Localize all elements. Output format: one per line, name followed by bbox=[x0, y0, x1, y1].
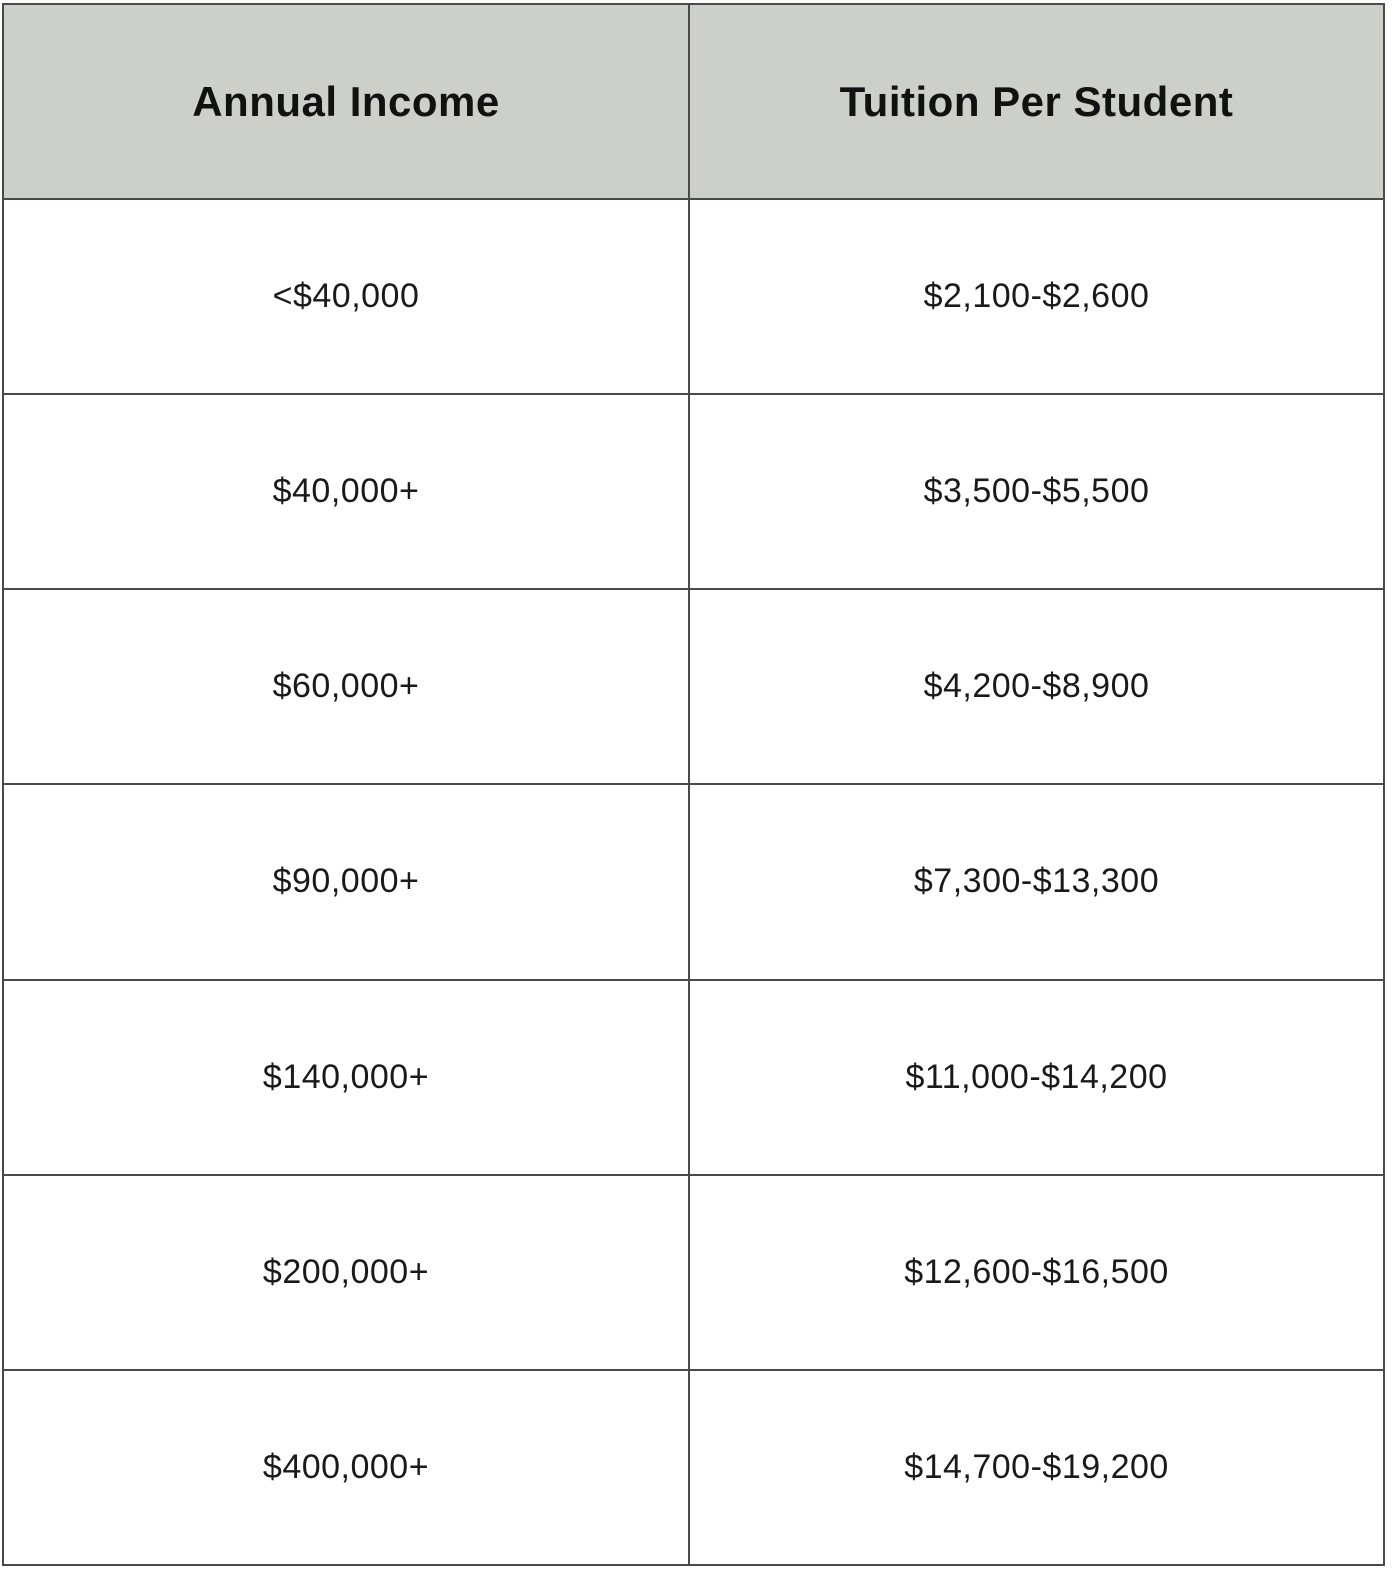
tuition-cell: $11,000-$14,200 bbox=[689, 980, 1384, 1175]
tuition-cell: $2,100-$2,600 bbox=[689, 199, 1384, 394]
table-row bbox=[3, 980, 1384, 1175]
header-tuition-per-student: Tuition Per Student bbox=[689, 4, 1384, 199]
table-row bbox=[3, 1370, 1384, 1565]
table-header bbox=[3, 4, 1384, 199]
income-cell: $90,000+ bbox=[3, 784, 689, 979]
table-row bbox=[3, 1175, 1384, 1370]
tuition-table-container bbox=[2, 3, 1383, 1566]
tuition-cell: $14,700-$19,200 bbox=[689, 1370, 1384, 1565]
table-row bbox=[3, 394, 1384, 589]
tuition-cell: $3,500-$5,500 bbox=[689, 394, 1384, 589]
tuition-table bbox=[2, 3, 1385, 1566]
header-annual-income: Annual Income bbox=[3, 4, 689, 199]
income-cell: $140,000+ bbox=[3, 980, 689, 1175]
tuition-cell: $4,200-$8,900 bbox=[689, 589, 1384, 784]
income-cell: $60,000+ bbox=[3, 589, 689, 784]
table-body bbox=[3, 199, 1384, 1565]
income-cell: $40,000+ bbox=[3, 394, 689, 589]
tuition-cell: $12,600-$16,500 bbox=[689, 1175, 1384, 1370]
income-cell: $200,000+ bbox=[3, 1175, 689, 1370]
income-cell: <$40,000 bbox=[3, 199, 689, 394]
tuition-cell: $7,300-$13,300 bbox=[689, 784, 1384, 979]
table-row bbox=[3, 199, 1384, 394]
header-row bbox=[3, 4, 1384, 199]
table-row bbox=[3, 589, 1384, 784]
table-row bbox=[3, 784, 1384, 979]
income-cell: $400,000+ bbox=[3, 1370, 689, 1565]
